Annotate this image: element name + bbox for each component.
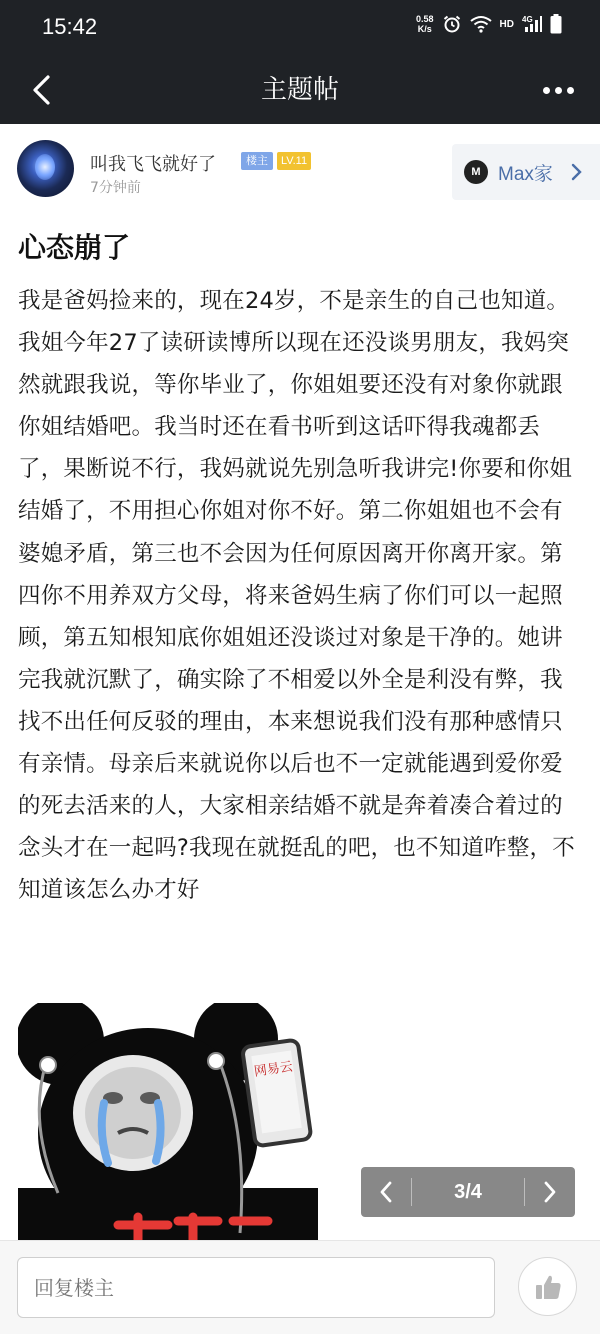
post-time: 7分钟前: [90, 180, 141, 196]
phone-text: 网易云: [253, 1059, 294, 1080]
author-name[interactable]: 叫我飞飞就好了: [90, 154, 216, 175]
network-speed: 0.58 K/s: [416, 14, 434, 34]
hd-indicator: HD: [499, 18, 514, 30]
thumbs-up-icon: [533, 1272, 563, 1302]
level-badge: LV.11: [277, 152, 311, 170]
host-badge: 楼主: [241, 152, 273, 170]
chevron-right-icon: [571, 163, 583, 181]
nav-bar: [0, 56, 600, 124]
more-dots-icon: [543, 87, 550, 94]
image-counter: 3/4: [454, 1180, 482, 1203]
reply-input[interactable]: [17, 1257, 495, 1318]
author-row: [0, 124, 600, 214]
status-icons: [416, 14, 562, 34]
next-image-button[interactable]: [525, 1167, 575, 1217]
page-title: 主题帖: [260, 75, 339, 105]
like-button[interactable]: [518, 1257, 577, 1316]
max-home-button[interactable]: [452, 144, 600, 200]
signal-icon: [522, 15, 542, 33]
status-time: 15:42: [42, 14, 98, 39]
post-body: 我是爸妈捡来的，现在24岁，不是亲生的自己也知道。我姐今年27了读研读博所以现在还没谈男朋友，我妈突然就跟我说，等你毕业了，你姐姐要还没有对象你就跟你姐结婚吧。我当时还在看书听到这话吓得我魂都丢了，果断说不行，我妈就说先别急听我讲完!你要和你姐结婚了，不用担心你姐对你不好。第二你姐姐也不会有婆媳矛盾，第三也不会因为任何原因离开你离开家。第四你不用养双方父母，将来爸妈生病了你们可以一起照顾，第五知根知底你姐姐还没谈过对象是干净的。她讲完我就沉默了，确实除了不相爱以外全是利没有弊，我找不出任何反驳的理由，本来想说我们没有那种感情只有亲情。母亲后来就说你以后也不一定就能遇到爱你爱的死去活来的人，大家相亲结婚不就是奔着凑合着过的念头才在一起吗?我现在就挺乱的吧，也不知道咋整，不知道该怎么办才好: [18, 288, 575, 904]
chevron-left-icon: [379, 1181, 393, 1203]
alarm-icon: [442, 14, 462, 34]
chevron-right-icon: [543, 1181, 557, 1203]
battery-icon: [550, 14, 562, 34]
post-title: 心态崩了: [18, 231, 131, 264]
svg-text:4G: 4G: [522, 15, 533, 24]
bottom-reply-bar: [0, 1240, 600, 1334]
more-menu-button[interactable]: [536, 68, 580, 112]
previous-image-button[interactable]: [361, 1167, 411, 1217]
wifi-icon: [470, 15, 492, 33]
avatar[interactable]: [17, 140, 74, 197]
status-bar: [0, 0, 600, 56]
max-home-label: Max家: [498, 163, 553, 185]
post-image[interactable]: [18, 1003, 318, 1240]
image-pager: [361, 1167, 575, 1217]
crying-panda-meme-image: [18, 1003, 318, 1240]
max-logo-icon: M: [464, 160, 488, 184]
